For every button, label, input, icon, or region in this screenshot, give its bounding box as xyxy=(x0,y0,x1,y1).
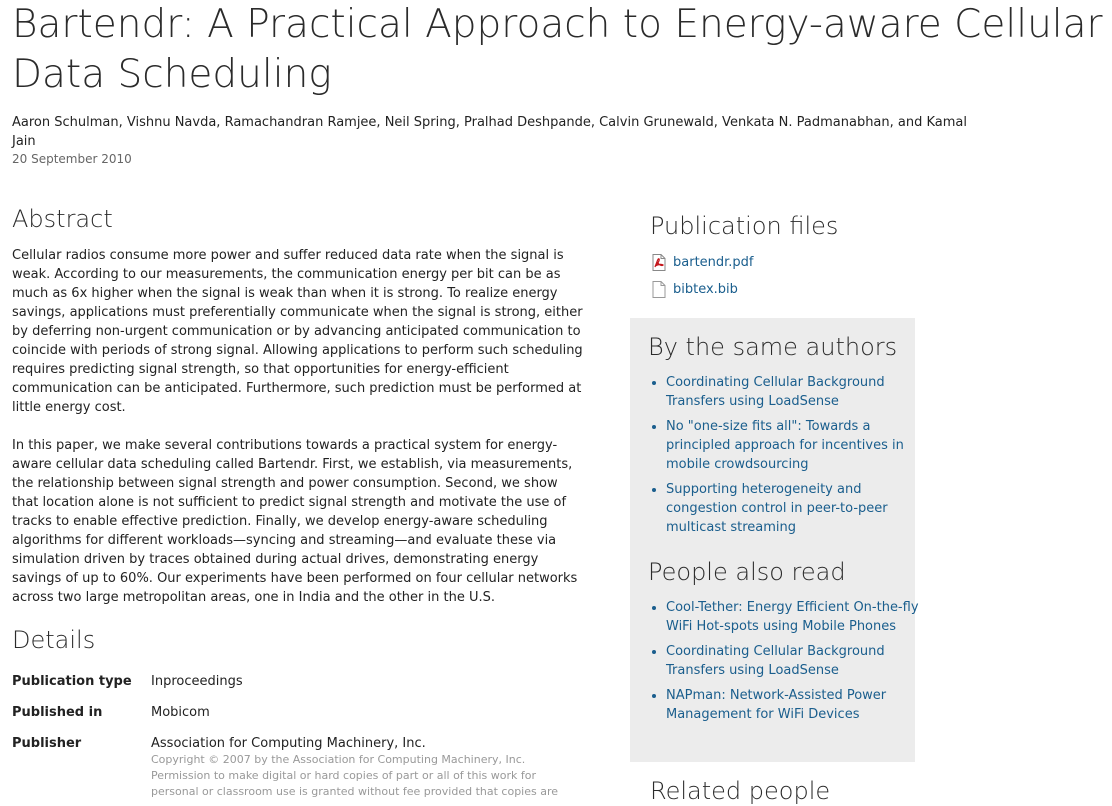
list-item xyxy=(666,686,928,724)
details-row xyxy=(12,703,572,734)
publication-files-heading: Publication files xyxy=(650,212,839,240)
abstract-paragraph: Cellular radios consume more power and suffer reduced data rate when the signal is weak. According to our measurements, the communication energy per bit can be as much as 6x higher when the signal is weak than when it is strong. To realize energy savings, applications must preferentially communicate when the signal is strong, either by deferring non-urgent communication or by advancing anticipated communication to coincide with periods of strong signal. Allowing applications to perform such scheduling requires predicting signal strength, so that opportunities for energy-efficient communication can be anticipated. Furthermore, such prediction must be performed at little energy cost. xyxy=(12,248,583,415)
list-item xyxy=(666,417,928,474)
copyright-notice: Copyright © 2007 by the Association for Computing Machinery, Inc. Permission to make digital or hard copies of part or all of this work for personal or classroom use is granted without fee provided that copies are xyxy=(151,753,559,798)
same-authors-heading: By the same authors xyxy=(648,333,898,361)
same-authors-link[interactable]: Supporting heterogeneity and congestion control in peer-to-peer multicast streaming xyxy=(666,482,888,535)
same-authors-link[interactable]: No "one-size fits all": Towards a principled approach for incentives in mobile crowdsourcing xyxy=(666,419,904,472)
details-row xyxy=(12,672,572,703)
list-item xyxy=(666,598,928,636)
details-label: Published in xyxy=(12,705,103,720)
file-link-pdf[interactable]: bartendr.pdf xyxy=(673,255,754,270)
related-people-heading: Related people xyxy=(650,777,831,805)
list-item xyxy=(666,480,928,537)
abstract-heading: Abstract xyxy=(12,205,113,233)
details-value: Mobicom xyxy=(151,705,210,720)
author-list: Aaron Schulman, Vishnu Navda, Ramachandran Ramjee, Neil Spring, Pralhad Deshpande, Calvin Grunewald, Venkata N. Padmanabhan, and Kamal Jain xyxy=(12,115,967,149)
people-also-read-link[interactable]: NAPman: Network-Assisted Power Management for WiFi Devices xyxy=(666,688,887,722)
details-label: Publication type xyxy=(12,674,132,689)
list-item xyxy=(666,642,928,680)
details-heading: Details xyxy=(12,626,96,654)
pdf-file-icon xyxy=(651,254,667,271)
people-also-read-link[interactable]: Coordinating Cellular Background Transfers using LoadSense xyxy=(666,644,885,678)
same-authors-link[interactable]: Coordinating Cellular Background Transfers using LoadSense xyxy=(666,375,885,409)
people-also-read-link[interactable]: Cool-Tether: Energy Efficient On-the-fly WiFi Hot-spots using Mobile Phones xyxy=(666,600,919,634)
same-authors-list xyxy=(648,373,928,543)
details-label: Publisher xyxy=(12,736,82,751)
details-value: Association for Computing Machinery, Inc. xyxy=(151,736,426,751)
abstract-paragraph: In this paper, we make several contributions towards a practical system for energy-aware cellular data scheduling called Bartendr. First, we establish, via measurements, the relationship between signal strength and power consumption. Second, we show that location alone is not sufficient to predict signal strength and motivate the use of tracks to enable effective prediction. Finally, we develop energy-aware scheduling algorithms for different workloads—syncing and streaming—and evaluate these via simulation driven by traces obtained during actual drives, demonstrating energy savings of up to 60%. Our experiments have been performed on four cellular networks across two large metropolitan areas, one in India and the other in the U.S. xyxy=(12,438,578,605)
page-title: Bartendr: A Practical Approach to Energy-aware Cellular Data Scheduling xyxy=(12,2,1103,97)
file-icon xyxy=(651,281,667,298)
file-item-pdf[interactable] xyxy=(651,253,754,273)
details-value: Inproceedings xyxy=(151,674,243,689)
people-also-read-list xyxy=(648,598,928,730)
list-item xyxy=(666,373,928,411)
abstract-body xyxy=(12,246,587,626)
publication-date: 20 September 2010 xyxy=(12,152,132,166)
file-link-bib[interactable]: bibtex.bib xyxy=(673,282,738,297)
file-item-bib[interactable] xyxy=(651,280,738,300)
people-also-read-heading: People also read xyxy=(648,558,846,586)
